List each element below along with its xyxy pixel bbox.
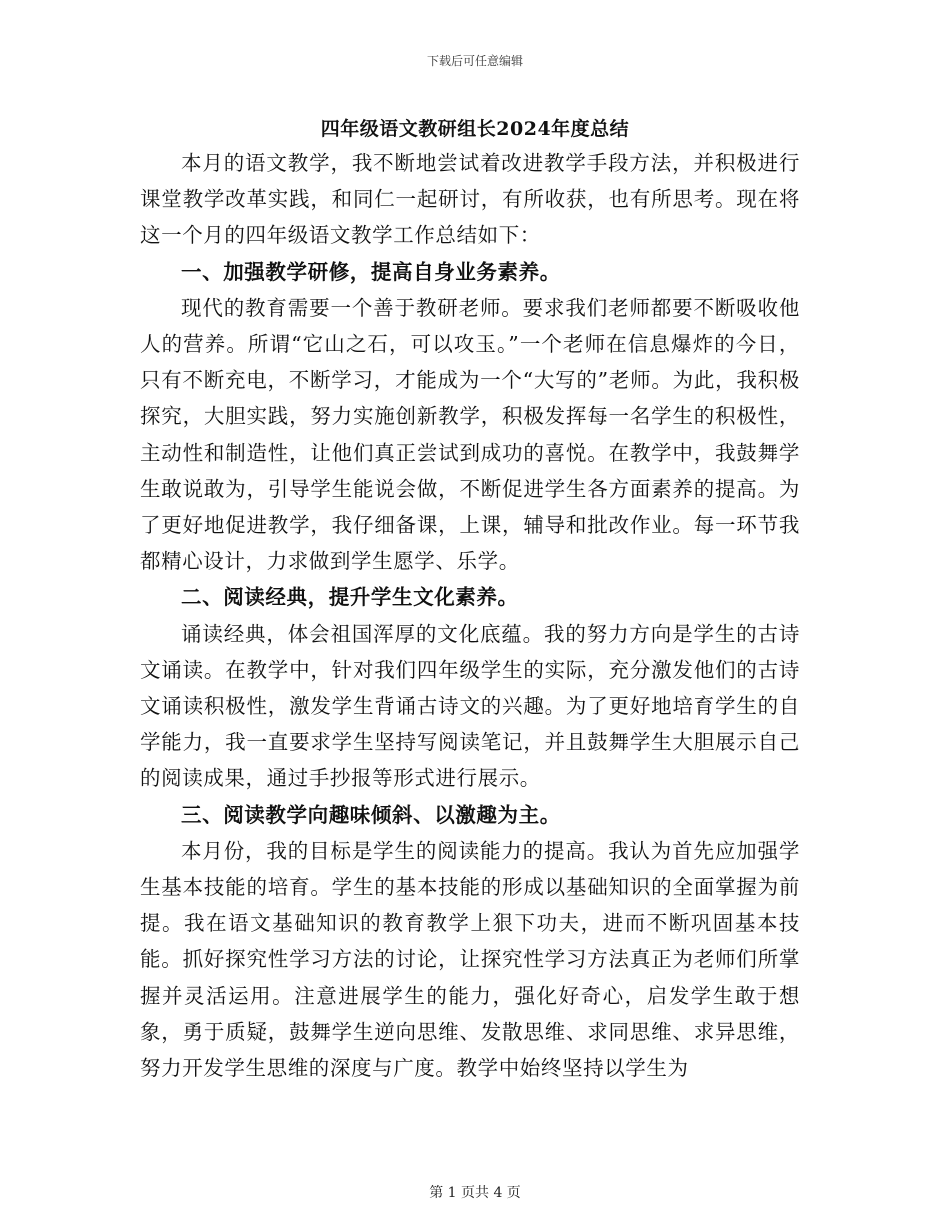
section-heading-2: 二、阅读经典，提升学生文化素养。 [181, 585, 519, 610]
intro-paragraph: 本月的语文教学，我不断地尝试着改进教学手段方法，并积极进行课堂教学改革实践，和同仁一起研讨，有所收获，也有所思考。现在将这一个月的四年级语文教学工作总结如下： [140, 151, 800, 248]
section-heading-1: 一、加强教学研修，提高自身业务素养。 [181, 259, 561, 284]
section-paragraph-2: 诵读经典，体会祖国浑厚的文化底蕴。我的努力方向是学生的古诗文诵读。在教学中，针对我们四年级学生的实际，充分激发他们的古诗文诵读积极性，激发学生背诵古诗文的兴趣。为了更好地培育学生的自学能力，我一直要求学生坚持写阅读笔记，并且鼓舞学生大胆展示自己的阅读成果，通过手抄报等形式进行展示。 [140, 621, 800, 791]
section-heading-3: 三、阅读教学向趣味倾斜、以激趣为主。 [181, 802, 561, 827]
section-paragraph-3: 本月份，我的目标是学生的阅读能力的提高。我认为首先应加强学生基本技能的培育。学生的基本技能的形成以基础知识的全面掌握为前提。我在语文基础知识的教育教学上狠下功夫，进而不断巩固基本技能。抓好探究性学习方法的讨论，让探究性学习方法真正为老师们所掌握并灵活运用。注意进展学生的能力，强化好奇心，启发学生敢于想象，勇于质疑，鼓舞学生逆向思维、发散思维、求同思维、求异思维，努力开发学生思维的深度与广度。教学中始终坚持以学生为 [140, 838, 800, 1081]
section-paragraph-1: 现代的教育需要一个善于教研老师。要求我们老师都要不断吸收他人的营养。所谓“它山之石，可以攻玉。”一个老师在信息爆炸的今日，只有不断充电，不断学习，才能成为一个“大写的”老师。为此，我积极探究，大胆实践，努力实施创新教学，积极发挥每一名学生的积极性，主动性和制造性，让他们真正尝试到成功的喜悦。在教学中，我鼓舞学生敢说敢为，引导学生能说会做，不断促进学生各方面素养的提高。为了更好地促进教学，我仔细备课，上课，辅导和批改作业。每一环节我都精心设计，力求做到学生愿学、乐学。 [140, 295, 800, 574]
document-body [140, 145, 800, 1086]
document-title: 四年级语文教研组长2024年度总结 [320, 118, 630, 140]
page-number: 第 1 页共 4 页 [429, 1185, 521, 1201]
page-header-note: 下载后可任意编辑 [426, 54, 523, 68]
